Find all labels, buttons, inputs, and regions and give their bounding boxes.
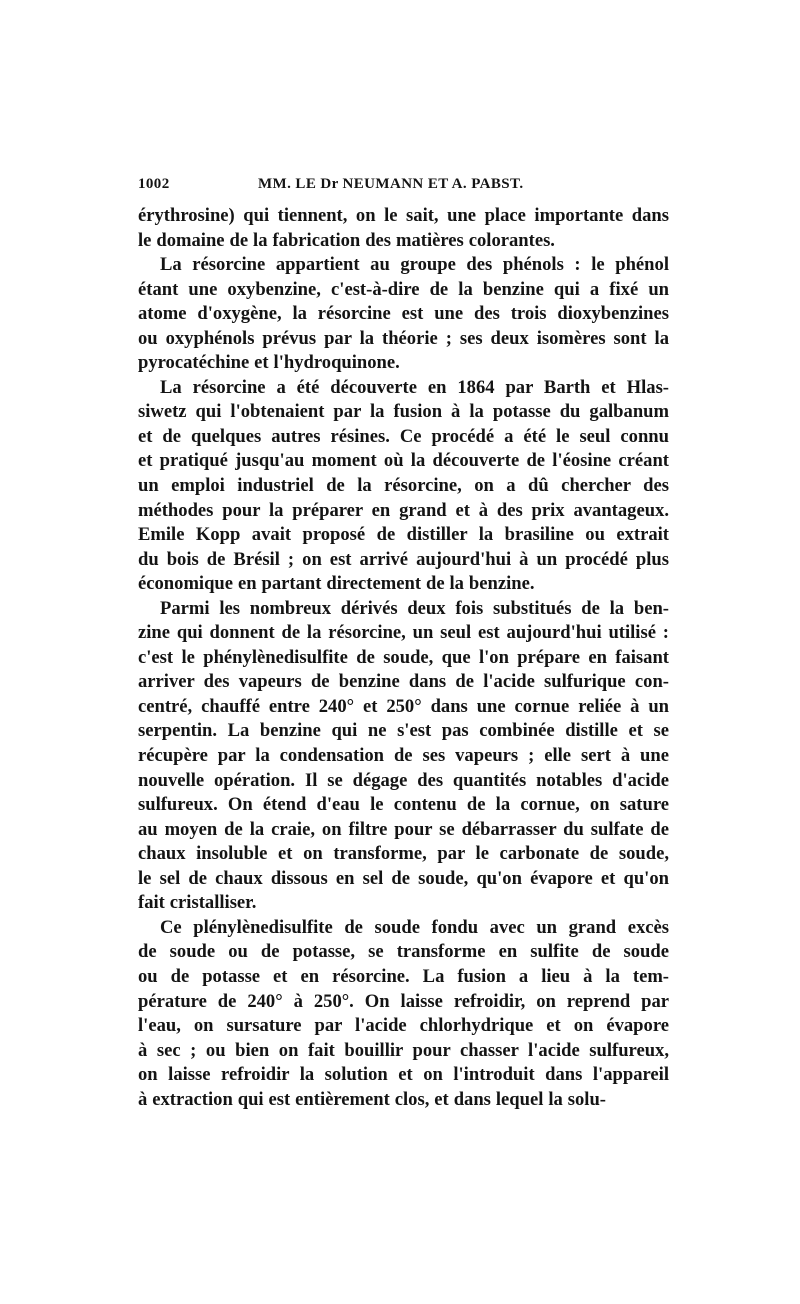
paragraph (138, 204, 669, 253)
text-line: centré, chauffé entre 240° et 250° dans une cornue reliée à un (138, 695, 669, 717)
text-line: un emploi industriel de la résorcine, on a dû chercher des (138, 475, 669, 497)
text-line: et de quelques autres résines. Ce procédé a été le seul connu (138, 425, 669, 447)
text-line: sulfureux. On étend d'eau le contenu de la cornue, on sature (138, 794, 669, 816)
text-line: l'eau, on sursature par l'acide chlorhydrique et on évapore (138, 1015, 669, 1037)
text-line: pérature de 240° à 250°. On laisse refroidir, on reprend par (138, 990, 669, 1012)
text-line: chaux insoluble et on transforme, par le carbonate de soude, (138, 843, 669, 865)
text-line: nouvelle opération. Il se dégage des quantités notables d'acide (138, 769, 669, 791)
text-line: La résorcine a été découverte en 1864 par Barth et Hlas- (160, 376, 669, 398)
text-line: on laisse refroidir la solution et on l'introduit dans l'appareil (138, 1064, 669, 1086)
paragraph (138, 916, 669, 1112)
page-header (138, 176, 666, 198)
text-line: et pratiqué jusqu'au moment où la découverte de l'éosine créant (138, 450, 669, 472)
text-line: ou de potasse et en résorcine. La fusion a lieu à la tem- (138, 965, 669, 987)
text-line: à extraction qui est entièrement clos, et dans lequel la solu- (138, 1088, 606, 1110)
text-line: le sel de chaux dissous en sel de soude, qu'on évapore et qu'on (138, 867, 669, 889)
text-line: La résorcine appartient au groupe des phénols : le phénol (160, 254, 669, 276)
text-line: érythrosine) qui tiennent, on le sait, une place importante dans (138, 205, 669, 226)
text-line: zine qui donnent de la résorcine, un seul est aujourd'hui utilisé : (138, 622, 669, 644)
text-line: ou oxyphénols prévus par la théorie ; ses deux isomères sont la (138, 327, 669, 349)
page-number: 1002 (138, 176, 170, 192)
paragraph (138, 597, 669, 916)
text-line: fait cristalliser. (138, 892, 257, 914)
text-line: Parmi les nombreux dérivés deux fois substitués de la ben- (160, 597, 669, 619)
text-line: à sec ; ou bien on fait bouillir pour chasser l'acide sulfureux, (138, 1039, 669, 1061)
text-line: c'est le phénylènedisulfite de soude, que l'on prépare en faisant (138, 646, 669, 668)
text-line: économique en partant directement de la benzine. (138, 573, 535, 595)
paragraph (138, 253, 669, 376)
text-line: serpentin. La benzine qui ne s'est pas combinée distille et se (138, 720, 669, 742)
text-line: pyrocatéchine et l'hydroquinone. (138, 352, 400, 374)
text-line: Emile Kopp avait proposé de distiller la brasiline ou extrait (138, 524, 669, 546)
text-line: de soude ou de potasse, se transforme en sulfite de soude (138, 941, 669, 963)
text-line: arriver des vapeurs de benzine dans de l'acide sulfurique con- (138, 671, 669, 693)
text-line: Ce plénylènedisulfite de soude fondu avec un grand excès (160, 916, 669, 938)
text-line: récupère par la condensation de ses vapeurs ; elle sert à une (138, 745, 669, 767)
text-line: le domaine de la fabrication des matières colorantes. (138, 229, 555, 251)
text-line: atome d'oxygène, la résorcine est une des trois dioxybenzines (138, 303, 669, 325)
running-head: MM. LE Dr NEUMANN ET A. PABST. (258, 176, 524, 192)
text-line: siwetz qui l'obtenaient par la fusion à la potasse du galbanum (138, 401, 669, 423)
text-line: étant une oxybenzine, c'est-à-dire de la benzine qui a fixé un (138, 278, 669, 300)
paragraph (138, 376, 669, 597)
text-line: du bois de Brésil ; on est arrivé aujourd'hui à un procédé plus (138, 548, 669, 570)
text-line: au moyen de la craie, on filtre pour se débarrasser du sulfate de (138, 818, 669, 840)
body-text (138, 204, 669, 1112)
text-line: méthodes pour la préparer en grand et à des prix avantageux. (138, 499, 669, 521)
